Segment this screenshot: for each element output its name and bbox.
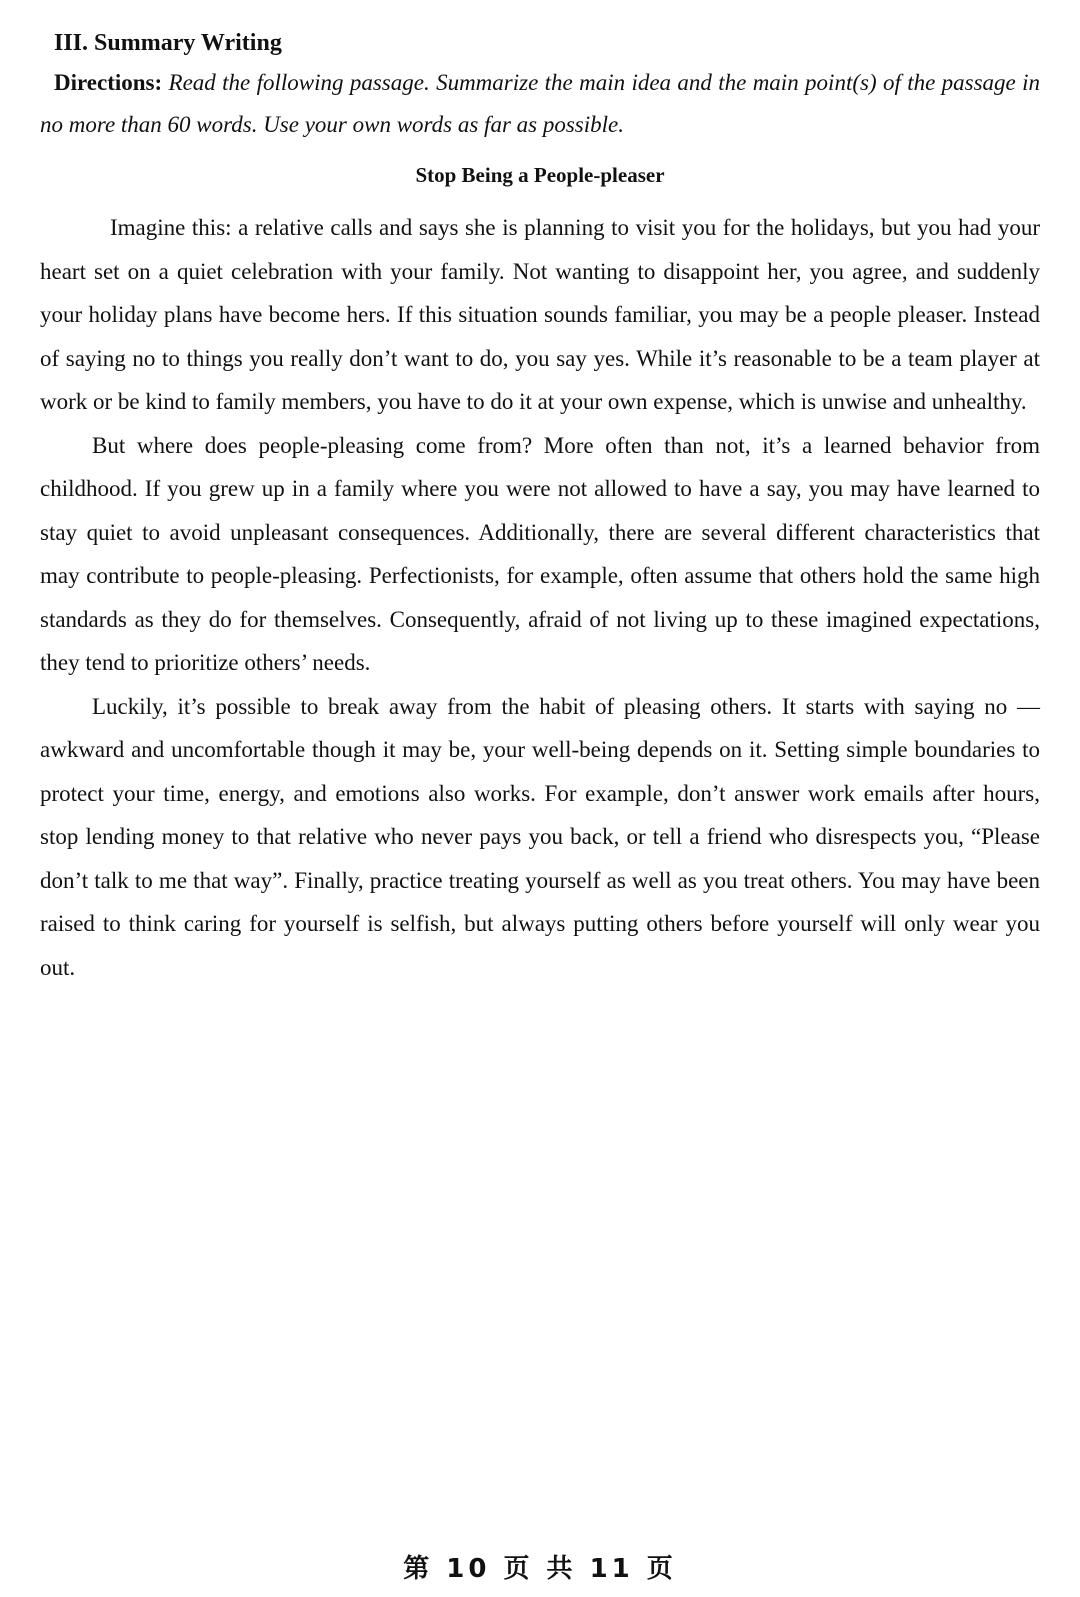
passage-paragraph-3: Luckily, it’s possible to break away from the habit of pleasing others. It starts with saying no — awkward and uncomfortable though it may be, your well-being depends on it. Setting simple boundaries to protect your time, energy, and emotions also works. For example, don’t answer work emails after hours, stop lending money to that relative who never pays you back, or tell a friend who disrespects you, “Please don’t talk to me that way”. Finally, practice treating yourself as well as you treat others. You may have been raised to think caring for yourself is selfish, but always putting others before yourself will only wear you out. bbox=[40, 693, 1040, 980]
section-heading: III. Summary Writing bbox=[54, 30, 282, 56]
directions-text: Read the following passage. Summarize the main idea and the main point(s) of the passage in no more than 60 words. Use your own words as far as possible. bbox=[40, 70, 1041, 137]
page-number: 第 10 页 共 11 页 bbox=[403, 1554, 677, 1584]
passage-paragraph-1: Imagine this: a relative calls and says she is planning to visit you for the holidays, but you had your heart set on a quiet celebration with your family. Not wanting to disappoint her, you agree, and suddenly your holiday plans have become hers. If this situation sounds familiar, you may be a people pleaser. Instead of saying no to things you really don’t want to do, you say yes. While it’s reasonable to be a team player at work or be kind to family members, you have to do it at your own expense, which is unwise and unhealthy. bbox=[40, 215, 1040, 414]
directions-label: Directions: bbox=[54, 70, 163, 95]
directions bbox=[40, 62, 1040, 146]
passage-title: Stop Being a People-pleaser bbox=[415, 163, 665, 187]
passage-paragraph-2: But where does people-pleasing come from? More often than not, it’s a learned behavior from childhood. If you grew up in a family where you were not allowed to have a say, you may have learned to stay quiet to avoid unpleasant consequences. Additionally, there are several different characteristics that may contribute to people-pleasing. Perfectionists, for example, often assume that others hold the same high standards as they do for themselves. Consequently, afraid of not living up to these imagined expectations, they tend to prioritize others’ needs. bbox=[40, 432, 1040, 675]
